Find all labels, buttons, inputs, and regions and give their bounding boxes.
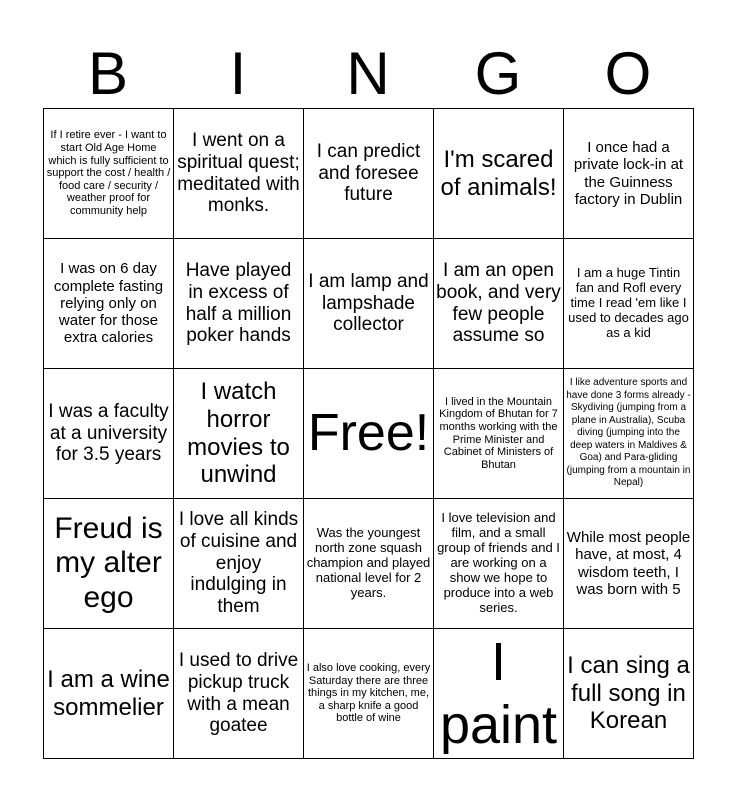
board-row-5 [44, 629, 694, 759]
bingo-cell[interactable] [174, 629, 304, 759]
cell-text: I was on 6 day complete fasting relying only on water for those extra calories [53, 260, 164, 347]
bingo-cell[interactable] [564, 369, 694, 499]
cell-text: Have played in excess of half a million poker hands [185, 259, 292, 347]
bingo-cell[interactable] [44, 629, 174, 759]
cell-text: I also love cooking, every Saturday there are three things in my kitchen, me, a sharp knife a good bottle of wine [306, 661, 431, 725]
free-text: Free! [307, 403, 430, 462]
bingo-cell[interactable] [44, 239, 174, 369]
cell-text: I am an open book, and very few people assume so [436, 259, 561, 347]
cell-text: I paint [439, 632, 558, 755]
header-letter-i: I [229, 40, 247, 107]
cell-text: I love television and film, and a small group of friends and I are working on a show we hope to produce into a web series. [437, 510, 560, 615]
header-letter-b: B [87, 40, 129, 107]
header-letter-g: G [474, 40, 522, 107]
bingo-cell[interactable] [434, 499, 564, 629]
board-row-4 [44, 499, 694, 629]
board-row-2 [44, 239, 694, 369]
bingo-cell[interactable] [174, 499, 304, 629]
cell-text: While most people have, at most, 4 wisdom teeth, I was born with 5 [566, 529, 691, 598]
cell-text: I like adventure sports and have done 3 forms already - Skydiving (jumping from a plane in Australia), Scuba diving (jumping into the deep waters in Maldives & Goa) and Para-gliding (jumping from a mountain in Nepal) [566, 377, 691, 489]
bingo-cell[interactable] [304, 629, 434, 759]
cell-text: I am a wine sommelier [47, 665, 170, 721]
cell-text: Was the youngest north zone squash champion and played national level for 2 years. [306, 525, 431, 600]
bingo-cell[interactable] [564, 499, 694, 629]
board-row-3 [44, 369, 694, 499]
cell-text: I can sing a full song in Korean [567, 652, 690, 735]
bingo-cell[interactable] [434, 629, 564, 759]
cell-text: I used to drive pickup truck with a mean goatee [178, 649, 299, 737]
bingo-board [43, 108, 694, 759]
bingo-cell[interactable] [434, 109, 564, 239]
cell-text: I once had a private lock-in at the Guinness factory in Dublin [573, 139, 684, 208]
bingo-cell[interactable] [564, 629, 694, 759]
bingo-cell[interactable] [304, 239, 434, 369]
bingo-cell[interactable] [174, 239, 304, 369]
cell-text: I watch horror movies to unwind [187, 378, 290, 489]
cell-text: If I retire ever - I want to start Old Age Home which is fully sufficient to support the cost / health / food care / security / weather proof for community help [46, 129, 171, 218]
bingo-cell[interactable] [304, 109, 434, 239]
cell-text: I went on a spiritual quest; meditated with monks. [177, 129, 300, 217]
bingo-cell[interactable] [174, 109, 304, 239]
bingo-cell[interactable] [44, 369, 174, 499]
bingo-cell[interactable] [304, 499, 434, 629]
cell-text: I am lamp and lampshade collector [308, 270, 429, 336]
board-row-1 [44, 109, 694, 239]
bingo-cell[interactable] [44, 109, 174, 239]
cell-text: I'm scared of animals! [440, 145, 557, 201]
cell-text: I love all kinds of cuisine and enjoy indulging in them [178, 508, 299, 618]
bingo-cell[interactable] [564, 109, 694, 239]
bingo-cell[interactable] [174, 369, 304, 499]
cell-text: I lived in the Mountain Kingdom of Bhutan for 7 months working with the Prime Minister and Cabinet of Ministers of Bhutan [439, 395, 558, 471]
header-letter-n: N [346, 40, 390, 107]
bingo-cell[interactable] [44, 499, 174, 629]
cell-text: I was a faculty at a university for 3.5 years [48, 400, 169, 466]
bingo-cell[interactable] [434, 369, 564, 499]
cell-text: I am a huge Tintin fan and Rofl every time I read 'em like I used to decades ago as a kid [568, 265, 689, 340]
cell-text: I can predict and foresee future [316, 140, 421, 206]
free-cell[interactable] [304, 369, 434, 499]
bingo-header [43, 40, 693, 108]
bingo-cell[interactable] [564, 239, 694, 369]
header-letter-o: O [604, 40, 652, 107]
bingo-cell[interactable] [434, 239, 564, 369]
cell-text: Freud is my alter ego [54, 511, 163, 614]
